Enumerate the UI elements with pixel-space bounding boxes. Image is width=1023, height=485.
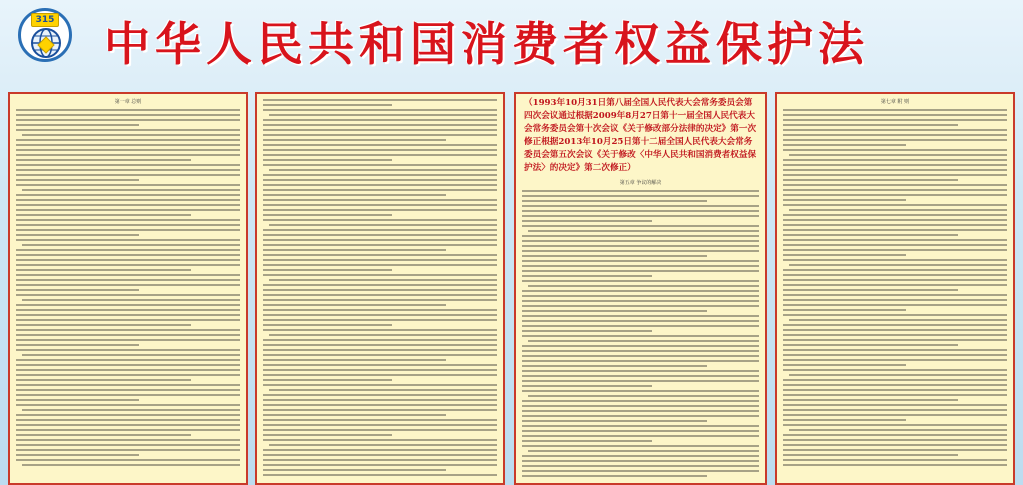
text-line	[522, 425, 759, 427]
text-line	[22, 299, 240, 301]
article-text-block	[10, 104, 246, 466]
text-line	[783, 189, 1007, 191]
text-line	[783, 254, 906, 256]
text-line	[263, 454, 497, 456]
text-line	[263, 214, 392, 216]
text-line	[783, 129, 1007, 131]
text-line	[16, 254, 240, 256]
text-line	[522, 255, 707, 257]
text-line	[783, 159, 1007, 161]
text-line	[522, 275, 652, 277]
chapter-heading: 第五章 争议的解决	[619, 180, 662, 186]
text-line	[789, 319, 1007, 321]
law-panel-2	[255, 92, 505, 485]
text-line	[528, 340, 759, 342]
globe-icon	[27, 25, 65, 61]
text-line	[16, 219, 240, 221]
text-line	[16, 329, 240, 331]
text-line	[16, 314, 240, 316]
text-line	[522, 380, 759, 382]
text-line	[522, 270, 759, 272]
text-line	[263, 204, 497, 206]
text-line	[522, 385, 652, 387]
text-line	[16, 194, 240, 196]
text-line	[263, 109, 497, 111]
text-line	[16, 399, 139, 401]
text-line	[263, 144, 497, 146]
text-line	[522, 190, 759, 192]
text-line	[263, 429, 497, 431]
text-line	[789, 209, 1007, 211]
text-line	[16, 359, 240, 361]
text-line	[789, 374, 1007, 376]
text-line	[16, 369, 240, 371]
text-line	[16, 319, 240, 321]
text-line	[783, 394, 1007, 396]
text-line	[263, 174, 497, 176]
text-line	[783, 219, 1007, 221]
text-line	[16, 339, 240, 341]
text-line	[263, 239, 497, 241]
text-line	[263, 324, 392, 326]
text-line	[522, 265, 759, 267]
text-line	[783, 324, 1007, 326]
text-line	[783, 164, 1007, 166]
text-line	[16, 109, 240, 111]
text-line	[783, 359, 1007, 361]
text-line	[522, 350, 759, 352]
text-line	[16, 149, 240, 151]
text-line	[783, 434, 1007, 436]
text-line	[263, 274, 497, 276]
text-line	[263, 304, 446, 306]
text-line	[783, 119, 1007, 121]
text-line	[783, 459, 1007, 461]
text-line	[16, 459, 240, 461]
text-line	[522, 405, 759, 407]
text-line	[269, 169, 497, 171]
text-line	[522, 310, 707, 312]
text-line	[789, 264, 1007, 266]
text-line	[263, 469, 446, 471]
text-line	[16, 269, 191, 271]
text-line	[22, 189, 240, 191]
text-line	[783, 229, 1007, 231]
text-line	[783, 364, 906, 366]
text-line	[783, 294, 1007, 296]
text-line	[789, 154, 1007, 156]
text-line	[16, 119, 240, 121]
text-line	[528, 230, 759, 232]
law-panel-4	[775, 92, 1015, 485]
text-line	[783, 384, 1007, 386]
text-line	[783, 259, 1007, 261]
text-line	[269, 389, 497, 391]
chapter-heading: 第七章 附 则	[880, 99, 910, 105]
text-line	[263, 294, 497, 296]
text-line	[16, 174, 240, 176]
text-line	[263, 309, 497, 311]
text-line	[783, 184, 1007, 186]
text-line	[269, 114, 497, 116]
text-line	[783, 269, 1007, 271]
text-line	[522, 220, 652, 222]
text-line	[263, 154, 497, 156]
text-line	[263, 369, 497, 371]
text-line	[783, 234, 958, 236]
text-line	[16, 154, 240, 156]
text-line	[16, 419, 240, 421]
text-line	[16, 289, 139, 291]
text-line	[263, 189, 497, 191]
text-line	[522, 460, 759, 462]
law-panel-1	[8, 92, 248, 485]
logo-badge: 315	[31, 13, 59, 27]
text-line	[783, 339, 1007, 341]
text-line	[783, 334, 1007, 336]
text-line	[783, 284, 1007, 286]
text-line	[263, 379, 392, 381]
text-line	[522, 475, 707, 477]
text-line	[16, 424, 240, 426]
text-line	[263, 434, 392, 436]
text-line	[783, 409, 1007, 411]
text-line	[16, 139, 240, 141]
text-line	[263, 399, 497, 401]
text-line	[263, 184, 497, 186]
text-line	[16, 454, 139, 456]
text-line	[16, 434, 191, 436]
text-line	[16, 249, 240, 251]
text-line	[522, 400, 759, 402]
text-line	[528, 395, 759, 397]
text-line	[783, 109, 1007, 111]
text-line	[263, 419, 497, 421]
text-line	[522, 290, 759, 292]
text-line	[263, 159, 392, 161]
text-line	[783, 299, 1007, 301]
text-line	[16, 294, 240, 296]
text-line	[522, 355, 759, 357]
text-line	[16, 279, 240, 281]
text-line	[16, 229, 240, 231]
text-line	[263, 414, 446, 416]
text-line	[783, 404, 1007, 406]
text-line	[522, 240, 759, 242]
text-line	[789, 429, 1007, 431]
text-line	[263, 194, 446, 196]
text-line	[263, 459, 497, 461]
text-line	[522, 415, 759, 417]
text-line	[263, 384, 497, 386]
text-line	[783, 439, 1007, 441]
text-line	[16, 374, 240, 376]
text-line	[269, 279, 497, 281]
text-line	[16, 204, 240, 206]
text-line	[263, 249, 446, 251]
text-line	[22, 409, 240, 411]
text-line	[16, 414, 240, 416]
text-line	[783, 199, 906, 201]
text-line	[783, 139, 1007, 141]
text-line	[263, 339, 497, 341]
text-line	[16, 274, 240, 276]
text-line	[16, 114, 240, 116]
text-line	[16, 159, 191, 161]
text-line	[16, 444, 240, 446]
text-line	[16, 199, 240, 201]
text-line	[263, 284, 497, 286]
text-line	[783, 379, 1007, 381]
text-line	[263, 289, 497, 291]
text-line	[783, 349, 1007, 351]
text-line	[16, 224, 240, 226]
text-line	[263, 344, 497, 346]
text-line	[263, 164, 497, 166]
text-line	[783, 124, 958, 126]
text-line	[263, 119, 497, 121]
text-line	[16, 214, 191, 216]
text-line	[783, 194, 1007, 196]
text-line	[522, 390, 759, 392]
text-line	[783, 214, 1007, 216]
text-line	[522, 440, 652, 442]
text-line	[522, 335, 759, 337]
text-line	[263, 229, 497, 231]
text-line	[783, 249, 1007, 251]
text-line	[783, 169, 1007, 171]
article-text-block	[257, 94, 503, 476]
text-line	[522, 330, 652, 332]
text-line	[783, 389, 1007, 391]
text-line	[522, 445, 759, 447]
text-line	[16, 389, 240, 391]
text-line	[263, 149, 497, 151]
text-line	[263, 299, 497, 301]
text-line	[16, 404, 240, 406]
text-line	[16, 384, 240, 386]
text-line	[263, 179, 497, 181]
text-line	[22, 464, 240, 466]
text-line	[263, 129, 497, 131]
text-line	[522, 345, 759, 347]
text-line	[263, 244, 497, 246]
text-line	[16, 124, 139, 126]
text-line	[783, 149, 1007, 151]
text-line	[263, 219, 497, 221]
text-line	[263, 349, 497, 351]
text-line	[783, 344, 958, 346]
text-line	[16, 349, 240, 351]
text-line	[528, 285, 759, 287]
text-line	[16, 304, 240, 306]
text-line	[522, 315, 759, 317]
text-line	[263, 464, 497, 466]
text-line	[783, 414, 1007, 416]
text-line	[16, 309, 240, 311]
text-line	[522, 200, 707, 202]
text-line	[263, 319, 497, 321]
text-line	[783, 369, 1007, 371]
text-line	[16, 179, 139, 181]
text-line	[263, 134, 497, 136]
text-line	[522, 410, 759, 412]
text-line	[263, 99, 497, 101]
text-line	[22, 354, 240, 356]
text-line	[783, 454, 958, 456]
text-line	[522, 435, 759, 437]
text-line	[263, 439, 497, 441]
text-line	[783, 224, 1007, 226]
text-line	[263, 254, 497, 256]
text-line	[16, 379, 191, 381]
chapter-heading: 第一章 总则	[114, 99, 142, 105]
text-line	[522, 470, 759, 472]
text-line	[783, 304, 1007, 306]
text-line	[16, 209, 240, 211]
text-line	[263, 424, 497, 426]
text-line	[263, 404, 497, 406]
text-line	[522, 420, 707, 422]
text-line	[522, 455, 759, 457]
text-line	[522, 245, 759, 247]
text-line	[783, 134, 1007, 136]
text-line	[269, 224, 497, 226]
text-line	[783, 354, 1007, 356]
text-line	[522, 295, 759, 297]
text-line	[783, 419, 906, 421]
text-line	[783, 289, 958, 291]
text-line	[783, 144, 906, 146]
text-line	[16, 449, 240, 451]
text-line	[522, 370, 759, 372]
text-line	[263, 104, 392, 106]
text-line	[522, 205, 759, 207]
amendment-preamble: （1993年10月31日第八届全国人民代表大会常务委员会第四次会议通过根据2009年8月27日第十一届全国人民代表大会常务委员会第十次会议《关于修改部分法律的决定》第一次修正根据2013年10月25日第十二届全国人民代表大会常务委员会第五次会议《关于修改〈中华人民共和国消费者权益保护法〉的决定》第二次修正）	[524, 98, 757, 173]
text-line	[522, 235, 759, 237]
text-line	[783, 204, 1007, 206]
text-line	[783, 239, 1007, 241]
text-line	[522, 325, 759, 327]
text-line	[263, 374, 497, 376]
text-line	[783, 444, 1007, 446]
text-line	[783, 174, 1007, 176]
text-line	[16, 334, 240, 336]
text-line	[263, 409, 497, 411]
header	[0, 0, 1023, 84]
article-text-block	[516, 185, 765, 477]
text-line	[783, 244, 1007, 246]
text-line	[16, 259, 240, 261]
text-line	[522, 320, 759, 322]
text-line	[263, 364, 497, 366]
text-line	[783, 309, 906, 311]
text-line	[22, 244, 240, 246]
text-line	[522, 305, 759, 307]
text-line	[522, 210, 759, 212]
text-line	[16, 144, 240, 146]
text-line	[522, 250, 759, 252]
text-line	[522, 465, 759, 467]
logo-315-emblem	[18, 8, 72, 62]
text-line	[263, 199, 497, 201]
text-line	[263, 259, 497, 261]
text-line	[783, 399, 958, 401]
text-line	[263, 329, 497, 331]
text-line	[783, 314, 1007, 316]
text-line	[263, 314, 497, 316]
text-line	[263, 359, 446, 361]
text-line	[263, 234, 497, 236]
text-line	[16, 129, 240, 131]
text-line	[783, 424, 1007, 426]
text-line	[783, 449, 1007, 451]
text-line	[16, 164, 240, 166]
text-line	[263, 264, 497, 266]
text-line	[522, 375, 759, 377]
text-line	[783, 274, 1007, 276]
text-line	[16, 324, 191, 326]
text-line	[522, 195, 759, 197]
text-line	[269, 334, 497, 336]
text-line	[522, 225, 759, 227]
text-line	[16, 429, 240, 431]
page-title: 中华人民共和国消费者权益保护法	[104, 17, 869, 71]
text-line	[16, 284, 240, 286]
text-line	[783, 114, 1007, 116]
text-line	[16, 234, 139, 236]
text-line	[16, 239, 240, 241]
article-text-block	[777, 104, 1013, 466]
text-line	[783, 179, 958, 181]
text-line	[22, 134, 240, 136]
text-line	[522, 280, 759, 282]
text-line	[16, 439, 240, 441]
text-line	[263, 209, 497, 211]
text-line	[783, 329, 1007, 331]
law-panel-3	[514, 92, 767, 485]
text-line	[263, 354, 497, 356]
text-line	[263, 139, 446, 141]
text-line	[522, 215, 759, 217]
text-line	[783, 279, 1007, 281]
text-line	[16, 364, 240, 366]
text-line	[269, 444, 497, 446]
text-line	[263, 124, 497, 126]
text-line	[263, 449, 497, 451]
text-line	[263, 474, 497, 476]
text-line	[522, 360, 759, 362]
text-line	[522, 365, 707, 367]
text-line	[16, 169, 240, 171]
text-line	[522, 430, 759, 432]
text-line	[522, 260, 759, 262]
text-line	[16, 264, 240, 266]
text-line	[528, 450, 759, 452]
text-line	[16, 344, 139, 346]
text-line	[16, 184, 240, 186]
text-line	[522, 300, 759, 302]
text-line	[263, 269, 392, 271]
text-line	[783, 464, 1007, 466]
text-line	[263, 394, 497, 396]
text-line	[16, 394, 240, 396]
